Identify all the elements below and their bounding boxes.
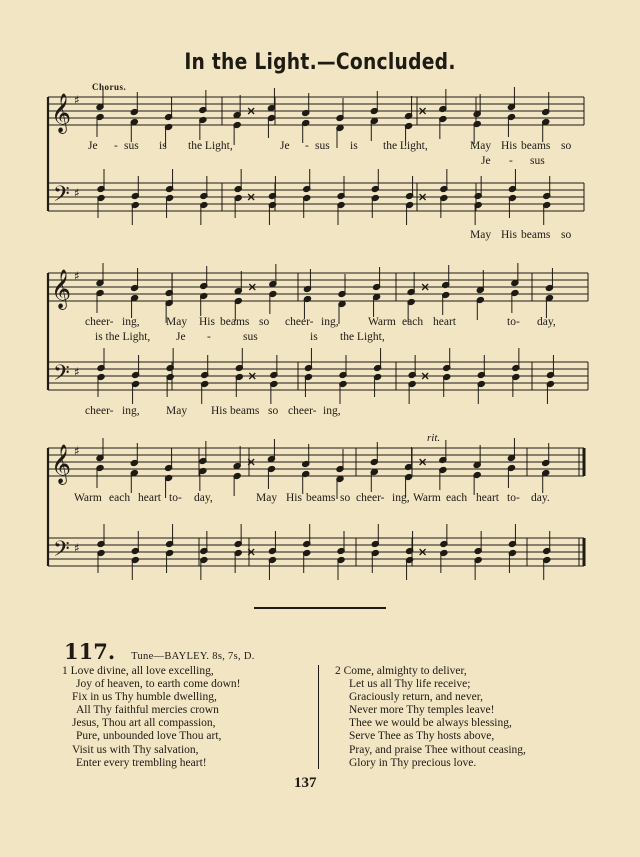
lyric-syllable: beams	[220, 316, 250, 328]
lyric-syllable: Je	[481, 155, 491, 167]
verse-line: Jesus, Thou art all compassion,	[72, 717, 216, 730]
lyric-syllable: His	[199, 316, 215, 328]
lyric-syllable: so	[268, 405, 279, 417]
verse-line: Joy of heaven, to earth come down!	[76, 678, 241, 691]
section-divider	[254, 607, 386, 609]
lyric-syllable: each	[446, 492, 468, 504]
lyric-syllable: cheer-	[85, 316, 114, 328]
treble-clef: 𝄞	[51, 93, 72, 133]
hymn-number: 117.	[64, 639, 116, 664]
sharp-sign: ♯	[74, 365, 80, 379]
lyric-syllable: ing,	[122, 405, 140, 417]
lyric-syllable: May	[256, 492, 278, 504]
lyric-syllable: Je	[280, 140, 290, 152]
lyric-syllable: Je	[88, 140, 98, 152]
lyric-syllable: the Light,	[340, 331, 385, 343]
verse-line: Never more Thy temples leave!	[349, 704, 495, 717]
lyric-syllable: His	[501, 140, 517, 152]
page-title: In the Light.—Concluded.	[184, 50, 456, 75]
lyric-syllable: May	[470, 229, 492, 241]
verse-line: Pure, unbounded love Thou art,	[76, 730, 222, 743]
lyric-syllable: so	[561, 140, 572, 152]
lyric-syllable: each	[109, 492, 131, 504]
chorus-label: Chorus.	[92, 82, 127, 92]
lyric-syllable: day,	[194, 492, 213, 504]
verse-line: 2 Come, almighty to deliver,	[335, 665, 467, 677]
lyric-syllable: the Light,	[383, 140, 428, 152]
bass-clef: 𝄢	[53, 182, 70, 212]
sharp-sign: ♯	[74, 269, 80, 283]
treble-clef: 𝄞	[51, 444, 72, 484]
lyric-syllable: day,	[537, 316, 556, 328]
verse-line: Fix in us Thy humble dwelling,	[72, 691, 217, 704]
lyric-syllable: beams	[521, 140, 551, 152]
lyric-syllable: heart	[476, 492, 499, 504]
lyric-syllable: so	[259, 316, 270, 328]
lyric-syllable: so	[340, 492, 351, 504]
lyric-syllable: cheer-	[285, 316, 314, 328]
lyric-syllable: beams	[230, 405, 260, 417]
lyric-syllable: His	[211, 405, 227, 417]
lyric-syllable: -	[509, 155, 513, 167]
sharp-sign: ♯	[74, 444, 80, 458]
lyric-syllable: day.	[531, 492, 550, 504]
lyric-syllable: May	[470, 140, 492, 152]
lyric-syllable: ing,	[392, 492, 410, 504]
lyric-syllable: to-	[169, 492, 182, 504]
lyric-syllable: ing,	[321, 316, 339, 328]
lyric-syllable: Warm	[368, 316, 396, 328]
hymn-header	[64, 639, 255, 664]
verse-2	[335, 665, 526, 770]
lyric-syllable: heart	[138, 492, 161, 504]
lyric-syllable: May	[166, 316, 188, 328]
lyric-syllable: -	[305, 140, 309, 152]
verse-line: Thee we would be always blessing,	[349, 717, 512, 730]
lyric-syllable: is the Light,	[95, 331, 151, 343]
lyric-syllable: Warm	[74, 492, 102, 504]
verse-line: Visit us with Thy salvation,	[72, 743, 199, 756]
lyric-syllable: to-	[507, 316, 520, 328]
lyric-syllable: Je	[176, 331, 186, 343]
bass-clef: 𝄢	[53, 361, 70, 391]
sharp-sign: ♯	[74, 541, 80, 555]
lyric-syllable: is	[310, 331, 318, 343]
verse-column-divider	[318, 665, 319, 769]
lyric-syllable: so	[561, 229, 572, 241]
verse-line: 1 Love divine, all love excelling,	[62, 665, 214, 677]
lyric-syllable: -	[114, 140, 118, 152]
verse-1	[62, 665, 240, 770]
lyric-syllable: His	[286, 492, 302, 504]
lyric-syllable: is	[350, 140, 358, 152]
lyric-syllable: Warm	[413, 492, 441, 504]
lyric-syllable: cheer-	[85, 405, 114, 417]
lyric-syllable: heart	[433, 316, 456, 328]
page-number: 137	[294, 775, 317, 791]
lyric-syllable: sus	[530, 155, 545, 167]
lyric-syllable: sus	[315, 140, 330, 152]
sharp-sign: ♯	[74, 93, 80, 107]
lyric-syllable: the Light,	[188, 140, 233, 152]
lyric-syllable: each	[402, 316, 424, 328]
lyric-syllable: beams	[521, 229, 551, 241]
verse-line: Pray, and praise Thee without ceasing,	[349, 743, 526, 756]
verse-line: Enter every trembling heart!	[76, 756, 207, 769]
lyric-syllable: sus	[124, 140, 139, 152]
verse-line: Glory in Thy precious love.	[349, 756, 477, 769]
verse-line: All Thy faithful mercies crown	[76, 704, 219, 717]
verse-line: Graciously return, and never,	[349, 691, 483, 704]
lyric-syllable: cheer-	[288, 405, 317, 417]
lyric-syllable: is	[159, 140, 167, 152]
lyric-syllable: cheer-	[356, 492, 385, 504]
lyric-syllable: ing,	[323, 405, 341, 417]
sharp-sign: ♯	[74, 186, 80, 200]
ritardando-marking: rit.	[427, 432, 441, 444]
lyric-syllable: beams	[306, 492, 336, 504]
lyric-syllable: to-	[507, 492, 520, 504]
lyric-syllable: -	[207, 331, 211, 343]
bass-clef: 𝄢	[53, 537, 70, 567]
lyric-syllable: May	[166, 405, 188, 417]
hymn-tune: Tune—BAYLEY. 8s, 7s, D.	[131, 651, 255, 662]
lyric-syllable: His	[501, 229, 517, 241]
verse-line: Serve Thee as Thy hosts above,	[349, 730, 495, 743]
verse-line: Let us all Thy life receive;	[349, 678, 471, 691]
lyric-syllable: ing,	[122, 316, 140, 328]
treble-clef: 𝄞	[51, 269, 72, 309]
lyric-syllable: sus	[243, 331, 258, 343]
